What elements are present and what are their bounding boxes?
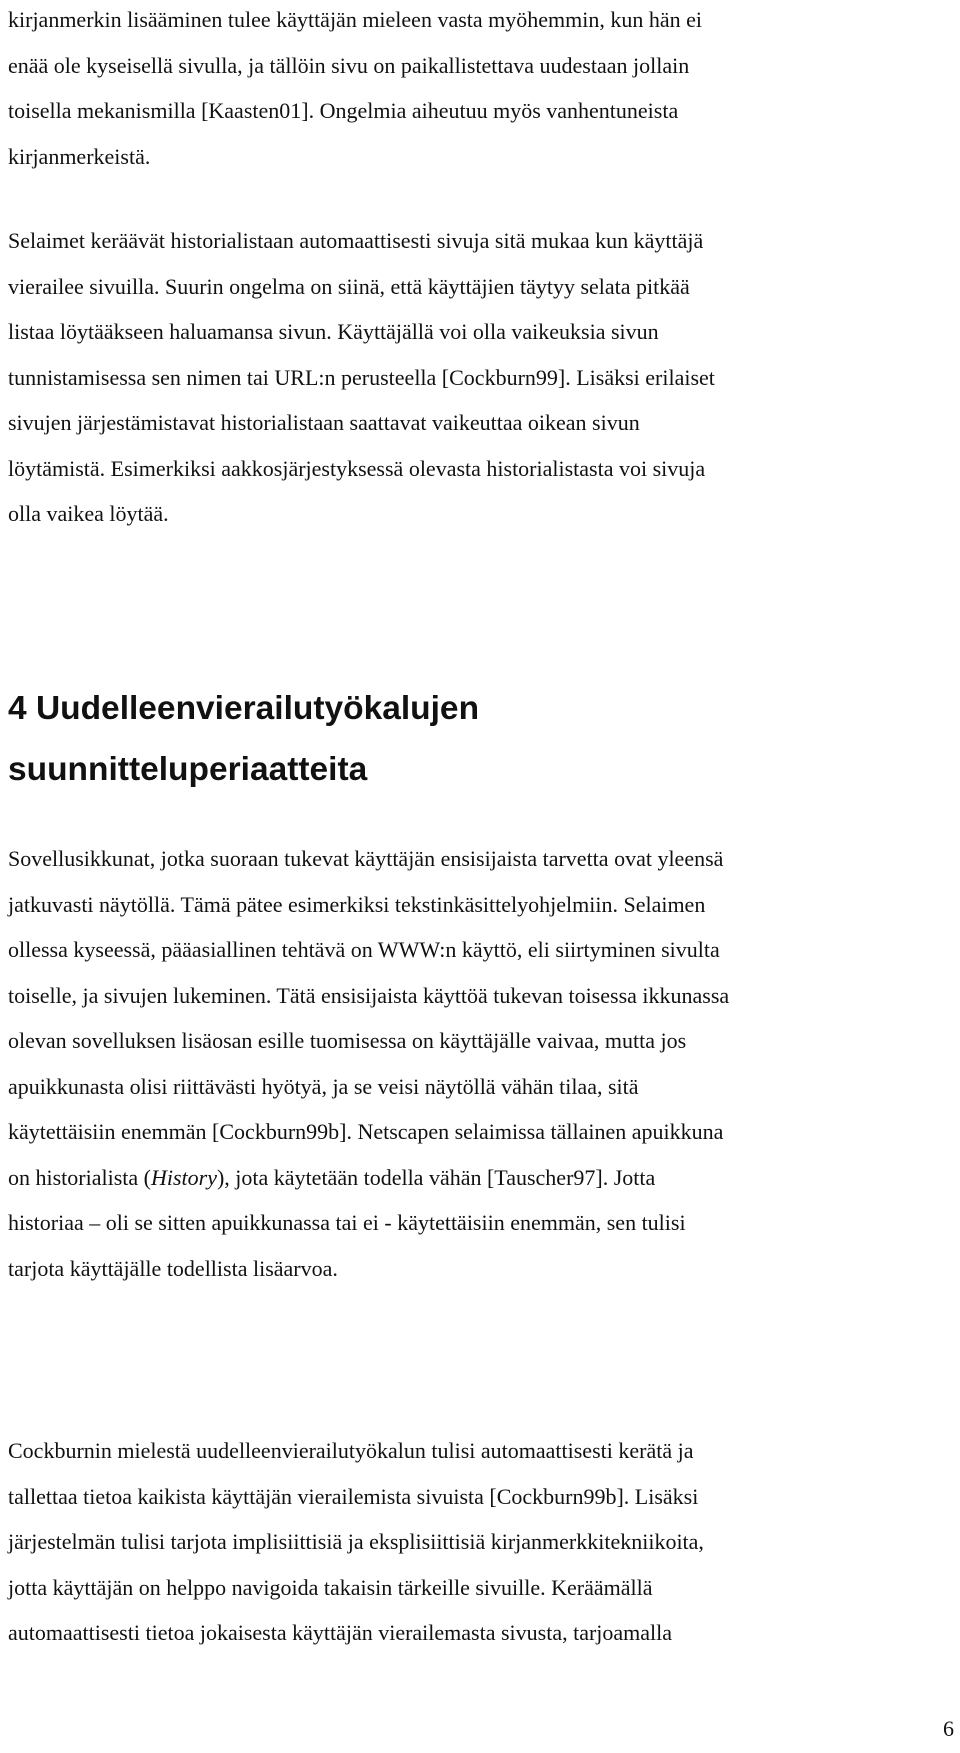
text-line: Cockburnin mielestä uudelleenvierailutyökalun tulisi automaattisesti kerätä ja bbox=[8, 1438, 694, 1463]
text-line bbox=[8, 1155, 729, 1201]
text-line: apuikkunasta olisi riittävästi hyötyä, ja se veisi näytöllä vähän tilaa, sitä bbox=[8, 1073, 639, 1099]
text-line: Selaimet keräävät historialistaan automaattisesti sivuja sitä mukaa kun käyttäjä bbox=[8, 228, 704, 253]
section-heading bbox=[8, 678, 479, 800]
paragraph-history-list bbox=[8, 218, 715, 537]
text-line: kirjanmerkeistä. bbox=[8, 143, 151, 169]
text-line: löytämistä. Esimerkiksi aakkosjärjestyksessä olevasta historialistasta voi sivuja bbox=[8, 455, 706, 481]
text-line: tallettaa tietoa kaikista käyttäjän vierailemista sivuista [Cockburn99b]. Lisäksi bbox=[8, 1483, 699, 1509]
text-line: jatkuvasti näytöllä. Tämä pätee esimerkiksi tekstinkäsittelyohjelmiin. Selaimen bbox=[8, 891, 706, 917]
text-line: vierailee sivuilla. Suurin ongelma on siinä, että käyttäjien täytyy selata pitkää bbox=[8, 273, 690, 299]
text-line: kirjanmerkin lisääminen tulee käyttäjän mieleen vasta myöhemmin, kun hän ei bbox=[8, 7, 703, 32]
text-line: tunnistamisessa sen nimen tai URL:n perusteella [Cockburn99]. Lisäksi erilaiset bbox=[8, 364, 715, 390]
text-line: olla vaikea löytää. bbox=[8, 501, 169, 526]
text-segment: on historialista ( bbox=[8, 1164, 151, 1190]
text-line: sivujen järjestämistavat historialistaan saattavat vaikeuttaa oikean sivun bbox=[8, 410, 640, 435]
text-line: jotta käyttäjän on helppo navigoida takaisin tärkeille sivuille. Keräämällä bbox=[8, 1574, 653, 1600]
text-line: historiaa – oli se sitten apuikkunassa tai ei - käytettäisiin enemmän, sen tulisi bbox=[8, 1210, 686, 1235]
text-line: automaattisesti tietoa jokaisesta käyttäjän vierailemasta sivusta, tarjoamalla bbox=[8, 1620, 673, 1645]
text-line: järjestelmän tulisi tarjota implisiittisiä ja eksplisiittisiä kirjanmerkkitekniikoita, bbox=[8, 1529, 704, 1554]
text-line: olevan sovelluksen lisäosan esille tuomisessa on käyttäjälle vaivaa, mutta jos bbox=[8, 1028, 687, 1053]
text-line: tarjota käyttäjälle todellista lisäarvoa. bbox=[8, 1255, 338, 1281]
paragraph-cockburn bbox=[8, 1428, 704, 1656]
paragraph-bookmarks bbox=[8, 0, 702, 179]
italic-term: History bbox=[150, 1164, 217, 1190]
text-line: käytettäisiin enemmän [Cockburn99b]. Netscapen selaimissa tällainen apuikkuna bbox=[8, 1119, 724, 1144]
paragraph-application-windows bbox=[8, 836, 729, 1291]
text-line: Sovellusikkunat, jotka suoraan tukevat käyttäjän ensisijaista tarvetta ovat yleensä bbox=[8, 846, 724, 871]
text-line: ollessa kyseessä, pääasiallinen tehtävä on WWW:n käyttö, eli siirtyminen sivulta bbox=[8, 937, 720, 962]
text-line: toiselle, ja sivujen lukeminen. Tätä ensisijaista käyttöä tukevan toisessa ikkunassa bbox=[8, 982, 730, 1008]
text-line: enää ole kyseisellä sivulla, ja tällöin sivu on paikallistettava uudestaan jollain bbox=[8, 52, 690, 78]
text-line: toisella mekanismilla [Kaasten01]. Ongelmia aiheutuu myös vanhentuneista bbox=[8, 98, 679, 123]
text-line: listaa löytääkseen haluamansa sivun. Käyttäjällä voi olla vaikeuksia sivun bbox=[8, 319, 659, 344]
heading-line: 4 Uudelleenvierailutyökalujen bbox=[8, 690, 480, 727]
text-segment: ), jota käytetään todella vähän [Tauscher97]. Jotta bbox=[216, 1164, 656, 1190]
heading-line: suunnitteluperiaatteita bbox=[8, 751, 368, 788]
page-number: 6 bbox=[943, 1716, 954, 1741]
